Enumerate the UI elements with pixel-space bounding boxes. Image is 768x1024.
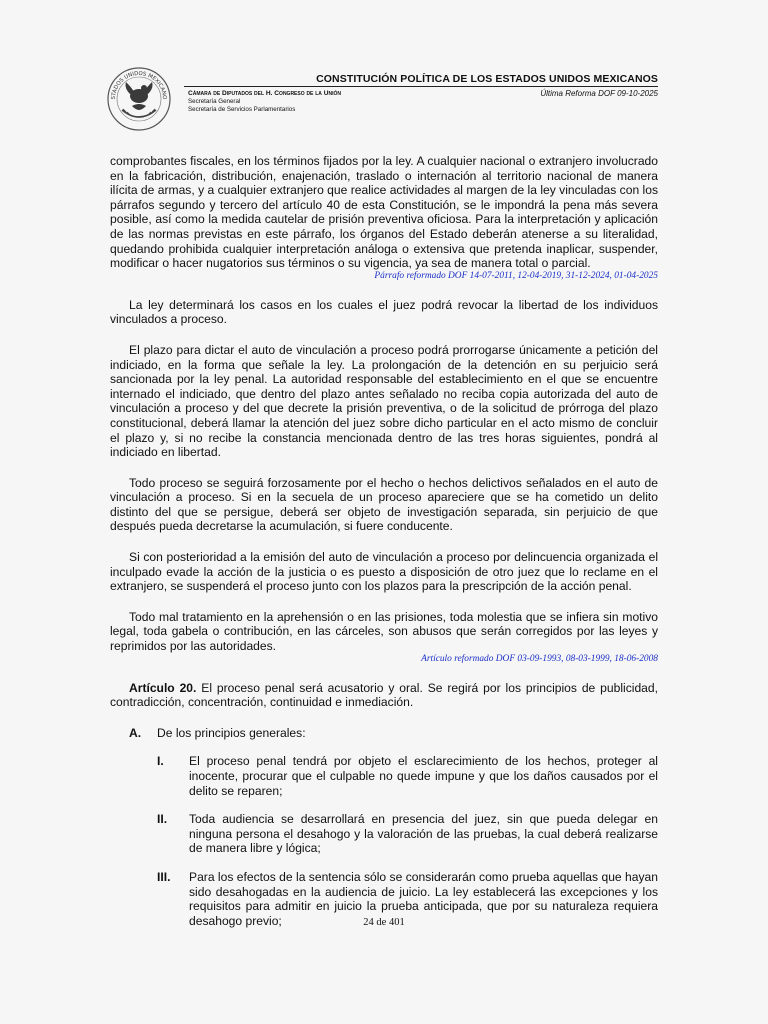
issuing-bodies	[188, 90, 341, 114]
header-divider	[184, 86, 658, 87]
last-reform-date: Última Reforma DOF 09-10-2025	[540, 89, 658, 98]
article-20-paragraph	[110, 681, 658, 710]
fraction-text: Para los efectos de la sentencia sólo se considerarán como prueba aquellas que hayan sido desahogadas en la audiencia de juicio. La ley establecerá las excepciones y los requisitos para admitir en juicio la prueba anticipada, que por su naturaleza requiera desahogo previo;	[189, 869, 658, 928]
paragraph: Todo proceso se seguirá forzosamente por el hecho o hechos delictivos señalados en el auto de vinculación a proceso. Si en la secuela de un proceso apareciere que se ha cometido un delito distinto del que se persigue, deberá ser objeto de investigación separada, sin perjuicio de que después pueda decretarse la acumulación, si fuere conducente.	[110, 475, 658, 534]
list-item	[157, 754, 658, 798]
chamber-name: Cámara de Diputados del H. Congreso de la Unión	[188, 90, 341, 97]
fraction-number: II.	[157, 812, 168, 827]
general-secretariat: Secretaría General	[188, 98, 241, 105]
section-a	[110, 726, 658, 741]
reform-note: Párrafo reformado DOF 14-07-2011, 12-04-2019, 31-12-2024, 01-04-2025	[374, 270, 658, 281]
document-title: CONSTITUCIÓN POLÍTICA DE LOS ESTADOS UNIDOS MEXICANOS	[316, 73, 658, 85]
fraction-number: III.	[157, 869, 171, 884]
page-number: 24 de 401	[363, 917, 405, 928]
section-label: A.	[129, 725, 142, 740]
services-secretariat: Secretaría de Servicios Parlamentarios	[188, 106, 296, 113]
paragraph: El plazo para dictar el auto de vinculación a proceso podrá prorrogarse únicamente a petición del indiciado, en la forma que señale la ley. La prolongación de la detención en su perjuicio será sancionada por la ley penal. La autoridad responsable del establecimiento en el que se encuentre internado el indiciado, que dentro del plazo antes señalado no reciba copia autorizada del auto de vinculación a proceso y del que decrete la prisión preventiva, o de la solicitud de prórroga del plazo constitucional, deberá llamar la atención del juez sobre dicho particular en el acto mismo de concluir el plazo y, si no recibe la constancia mencionada dentro de las tres horas siguientes, pondrá al indiciado en libertad.	[110, 342, 658, 460]
list-item	[157, 812, 658, 856]
fraction-text: El proceso penal tendrá por objeto el esclarecimiento de los hechos, proteger al inocente, procurar que el culpable no quede impune y que los daños causados por el delito se reparen;	[189, 754, 658, 798]
fraction-text: Toda audiencia se desarrollará en presencia del juez, sin que pueda delegar en ninguna persona el desahogo y la valoración de las pruebas, la cual deberá realizarse de manera libre y lógica;	[189, 812, 658, 856]
section-heading: De los principios generales:	[157, 725, 306, 740]
paragraph: Todo mal tratamiento en la aprehensión o en las prisiones, toda molestia que se infiera sin motivo legal, toda gabela o contribución, en las cárceles, son abusos que serán corregidos por las leyes y reprimidos por las autoridades.	[110, 609, 658, 654]
paragraph: La ley determinará los casos en los cuales el juez podrá revocar la libertad de los individuos vinculados a proceso.	[110, 297, 658, 327]
seal-lettering: STADOS UNIDOS MEXICANO	[110, 70, 168, 100]
reform-note: Artículo reformado DOF 03-09-1993, 08-03-1999, 18-06-2008	[421, 653, 658, 664]
article-text: El proceso penal será acusatorio y oral. Se regirá por los principios de publicidad, contradicción, concentración, continuidad e inmediación.	[110, 680, 658, 710]
article-heading: Artículo 20.	[129, 680, 197, 695]
national-seal-icon	[106, 66, 172, 132]
fraction-list	[157, 754, 658, 928]
document-body	[110, 154, 658, 928]
paragraph-continued: comprobantes fiscales, en los términos fijados por la ley. A cualquier nacional o extranjero involucrado en la fabricación, distribución, enajenación, traslado o internación al territorio nacional de manera ilícita de armas, y a cualquier extranjero que realice actividades al margen de la ley vinculadas con los párrafos segundo y tercero del artículo 40 de esta Constitución, se le impondrá la pena más severa posible, así como la medida cautelar de prisión preventiva oficiosa. Para la interpretación y aplicación de las normas previstas en este párrafo, los órganos del Estado deberán atenerse a su literalidad, quedando prohibida cualquier interpretación análoga o extensiva que pretenda inaplicar, suspender, modificar o hacer nugatorios sus términos o su vigencia, ya sea de manera total o parcial.	[110, 154, 658, 271]
fraction-number: I.	[157, 754, 164, 769]
paragraph: Si con posterioridad a la emisión del auto de vinculación a proceso por delincuencia organizada el inculpado evade la acción de la justicia o es puesto a disposición de otro juez que lo reclame en el extranjero, se suspenderá el proceso junto con los plazos para la prescripción de la acción penal.	[110, 550, 658, 594]
